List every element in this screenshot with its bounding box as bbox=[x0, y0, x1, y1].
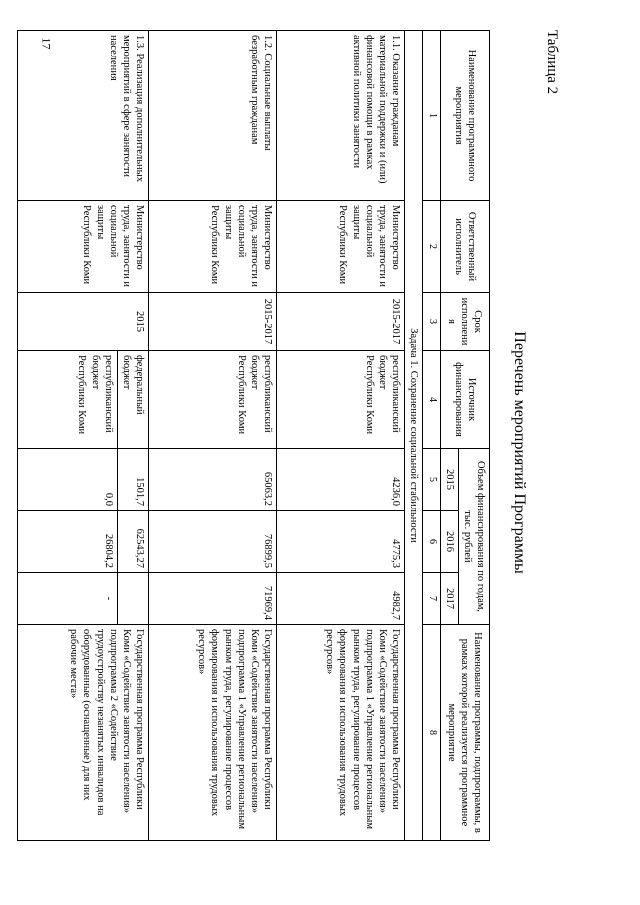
table-row bbox=[277, 31, 405, 841]
header-funding: Объем финансирования по годам, тыс. рублей bbox=[458, 449, 489, 625]
task-row bbox=[405, 31, 423, 841]
funding-2017: 71969,4 bbox=[149, 573, 277, 625]
measure-source: федеральный бюджет bbox=[117, 351, 148, 449]
funding-2015: 65063,2 bbox=[149, 449, 277, 511]
funding-2017: - bbox=[17, 573, 117, 625]
funding-2017 bbox=[117, 573, 148, 625]
funding-2015: 0,0 bbox=[17, 449, 117, 511]
funding-2017: 4982,7 bbox=[277, 573, 405, 625]
measure-executor: Министерство труда, занятости и социальной защиты Республики Коми bbox=[149, 201, 277, 293]
table-row bbox=[149, 31, 277, 841]
funding-2015: 1501,7 bbox=[117, 449, 148, 511]
measure-source: республиканский бюджет Республики Коми bbox=[149, 351, 277, 449]
header-term: Срок исполнения bbox=[440, 293, 489, 351]
header-year-2016: 2016 bbox=[440, 511, 458, 573]
measure-source: республиканский бюджет Республики Коми bbox=[277, 351, 405, 449]
column-number: 8 bbox=[423, 625, 441, 841]
measure-program: Государственная программа Республики Коми «Содействие занятости населения» подпрограмма 1 «Управление региональным рынком труда, регулирование процессов формирования и использования трудовых ресурсов» bbox=[149, 625, 277, 841]
measure-name: 1.2. Социальные выплаты безработным гражданам bbox=[149, 31, 277, 201]
column-number: 5 bbox=[423, 449, 441, 511]
column-number: 4 bbox=[423, 351, 441, 449]
header-name: Наименование программного мероприятия bbox=[440, 31, 489, 201]
funding-2016: 76899,5 bbox=[149, 511, 277, 573]
funding-2015: 4236,0 bbox=[277, 449, 405, 511]
document-title: Перечень мероприятий Программы bbox=[511, 331, 528, 574]
measure-program: Государственная программа Республики Коми «Содействие занятости населения» подпрограмма 1 «Управление региональным рынком труда, регулирование процессов формирования и использования трудовых ресурсов» bbox=[277, 625, 405, 841]
header-year-2015: 2015 bbox=[440, 449, 458, 511]
column-number: 3 bbox=[423, 293, 441, 351]
column-number: 6 bbox=[423, 511, 441, 573]
measure-executor: Министерство труда, занятости и социальной защиты Республики Коми bbox=[277, 201, 405, 293]
table-row bbox=[117, 31, 148, 841]
measure-source: республиканский бюджет Республики Коми bbox=[17, 351, 117, 449]
measure-term: 2015-2017 bbox=[149, 293, 277, 351]
measure-name: 1.3. Реализация дополнительных мероприятий в сфере занятости населения bbox=[17, 31, 148, 201]
funding-2016: 62543,27 bbox=[117, 511, 148, 573]
header-year-2017: 2017 bbox=[440, 573, 458, 625]
header-program: Наименование программы, подпрограммы, в рамках которой реализуется программное мероприятие bbox=[440, 625, 489, 841]
measure-term: 2015-2017 bbox=[277, 293, 405, 351]
measure-program: Государственная программа Республики Коми «Содействие занятости населения» подпрограмма 2 «Содействие трудоустройству незанятых инвалидов на оборудованные (оснащенные) для них рабочие места» bbox=[17, 625, 148, 841]
column-number: 7 bbox=[423, 573, 441, 625]
measure-term: 2015 bbox=[17, 293, 148, 351]
header-executor: Ответственный исполнитель bbox=[440, 201, 489, 293]
column-number: 1 bbox=[423, 31, 441, 201]
column-numbers-row bbox=[423, 31, 441, 841]
measures-table bbox=[17, 30, 490, 841]
column-number: 2 bbox=[423, 201, 441, 293]
header-source: Источник финансирования bbox=[440, 351, 489, 449]
page-number: 17 bbox=[39, 37, 54, 50]
measure-name: 1.1. Оказание гражданам материальной поддержки и (или) финансовой помощи в рамках активной политики занятости bbox=[277, 31, 405, 201]
funding-2016: 4775,3 bbox=[277, 511, 405, 573]
table-label: Таблица 2 bbox=[544, 30, 560, 95]
funding-2016: 26804,2 bbox=[17, 511, 117, 573]
task-title: Задача 1. Сохранение социальной стабильности bbox=[405, 31, 423, 841]
measure-executor: Министерство труда, занятости и социальной защиты Республики Коми bbox=[17, 201, 148, 293]
